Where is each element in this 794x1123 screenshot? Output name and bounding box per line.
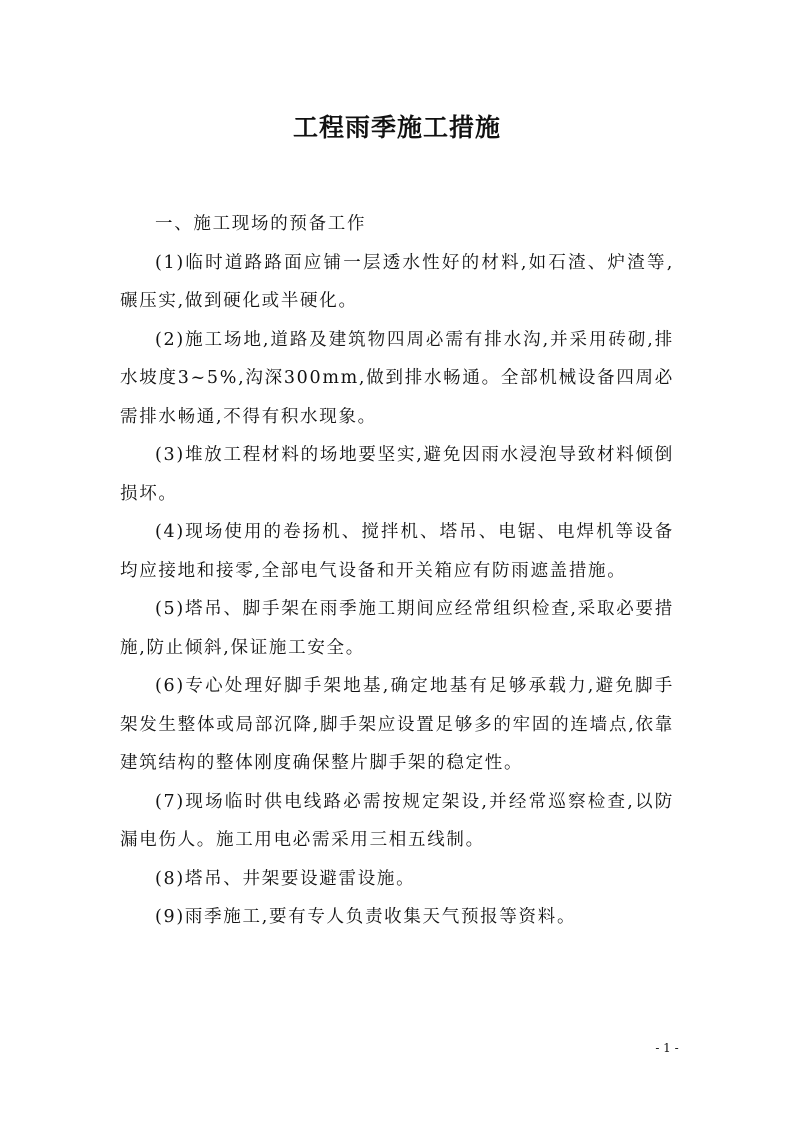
paragraph-item-4: (4)现场使用的卷扬机、搅拌机、塔吊、电锯、电焊机等设备均应接地和接零,全部电气设备和开关箱应有防雨遮盖措施。 (120, 522, 674, 581)
paragraph-item-6: (6)专心处理好脚手架地基,确定地基有足够承载力,避免脚手架发生整体或局部沉降,脚手架应设置足够多的牢固的连墙点,依靠建筑结构的整体刚度确保整片脚手架的稳定性。 (120, 676, 674, 773)
page-number: - 1 - (655, 1041, 679, 1055)
paragraph-item-3: (3)堆放工程材料的场地要坚实,避免因雨水浸泡导致材料倾倒损坏。 (120, 445, 674, 504)
paragraph-item-1: (1)临时道路路面应铺一层透水性好的材料,如石渣、炉渣等,碾压实,做到硬化或半硬化。 (120, 252, 674, 311)
paragraph-item-8: (8)塔吊、井架要设避雷设施。 (155, 868, 416, 889)
paragraph-item-5: (5)塔吊、脚手架在雨季施工期间应经常组织检查,采取必要措施,防止倾斜,保证施工安全。 (120, 599, 674, 658)
paragraph-item-9: (9)雨季施工,要有专人负责收集天气预报等资料。 (155, 907, 577, 927)
document-title: 工程雨季施工措施 (292, 113, 501, 142)
paragraph-item-7: (7)现场临时供电线路必需按规定架设,并经常巡察检查,以防漏电伤人。施工用电必需采用三相五线制。 (120, 791, 674, 850)
section-heading: 一、施工现场的预备工作 (155, 214, 367, 234)
paragraph-item-2: (2)施工场地,道路及建筑物四周必需有排水沟,并采用砖砌,排水坡度3~5%,沟深300mm,做到排水畅通。全部机械设备四周必需排水畅通,不得有积水现象。 (120, 329, 674, 427)
document-body (120, 205, 674, 937)
